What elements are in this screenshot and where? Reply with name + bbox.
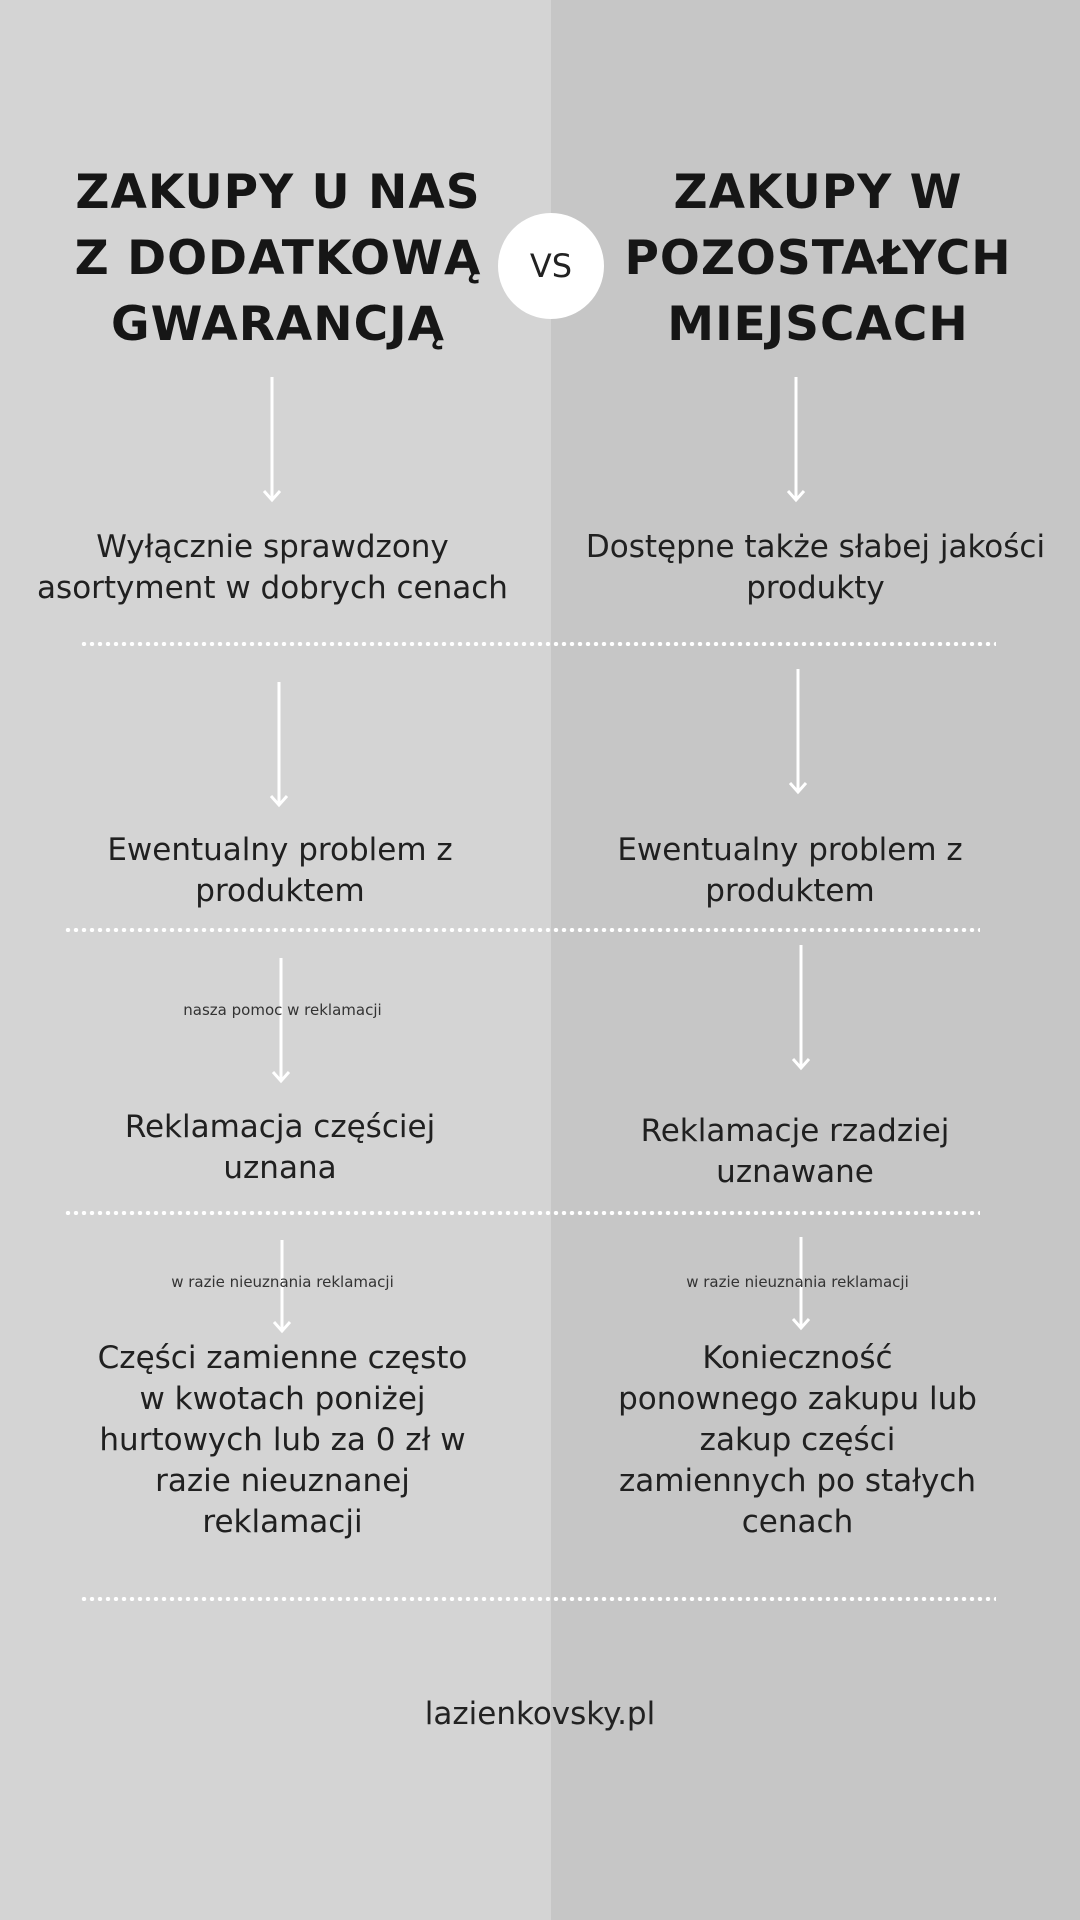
right-row1-text: Dostępne także słabej jakości produkty (585, 529, 1046, 606)
right-row4-text: Konieczność ponownego zakupu lub zakup części zamiennych po stałych cenach (618, 1340, 977, 1540)
right-note-rejection: w razie nieuznania reklamacji (686, 1273, 909, 1291)
right-heading: ZAKUPY W POZOSTAŁYCH MIEJSCACH (624, 165, 1012, 352)
down-arrow-icon (781, 377, 811, 503)
down-arrow-icon (786, 945, 816, 1071)
left-note-rejection: w razie nieuznania reklamacji (171, 1273, 394, 1291)
divider-2 (64, 928, 980, 932)
down-arrow-icon (257, 377, 287, 503)
divider-1 (80, 642, 996, 646)
left-row3-text: Reklamacja częściej uznana (124, 1109, 436, 1186)
divider-3 (64, 1211, 980, 1215)
vs-badge (498, 213, 604, 319)
down-arrow-icon (264, 682, 294, 808)
down-arrow-icon (266, 958, 296, 1084)
right-row2-text: Ewentualny problem z produktem (617, 832, 963, 909)
divider-4 (80, 1597, 996, 1601)
right-row3-text: Reklamacje rzadziej uznawane (640, 1113, 950, 1190)
left-note-help: nasza pomoc w reklamacji (183, 1001, 382, 1019)
vs-label: VS (529, 247, 573, 285)
down-arrow-icon (783, 669, 813, 795)
left-row4-text: Części zamienne często w kwotach poniżej hurtowych lub za 0 zł w razie nieuznanej reklamacji (97, 1340, 468, 1540)
left-row2-text: Ewentualny problem z produktem (107, 832, 453, 909)
footer-website: lazienkovsky.pl (424, 1696, 656, 1732)
left-heading: ZAKUPY U NAS Z DODATKOWĄ GWARANCJĄ (74, 165, 482, 352)
left-row1-text: Wyłącznie sprawdzony asortyment w dobrych cenach (37, 529, 508, 606)
